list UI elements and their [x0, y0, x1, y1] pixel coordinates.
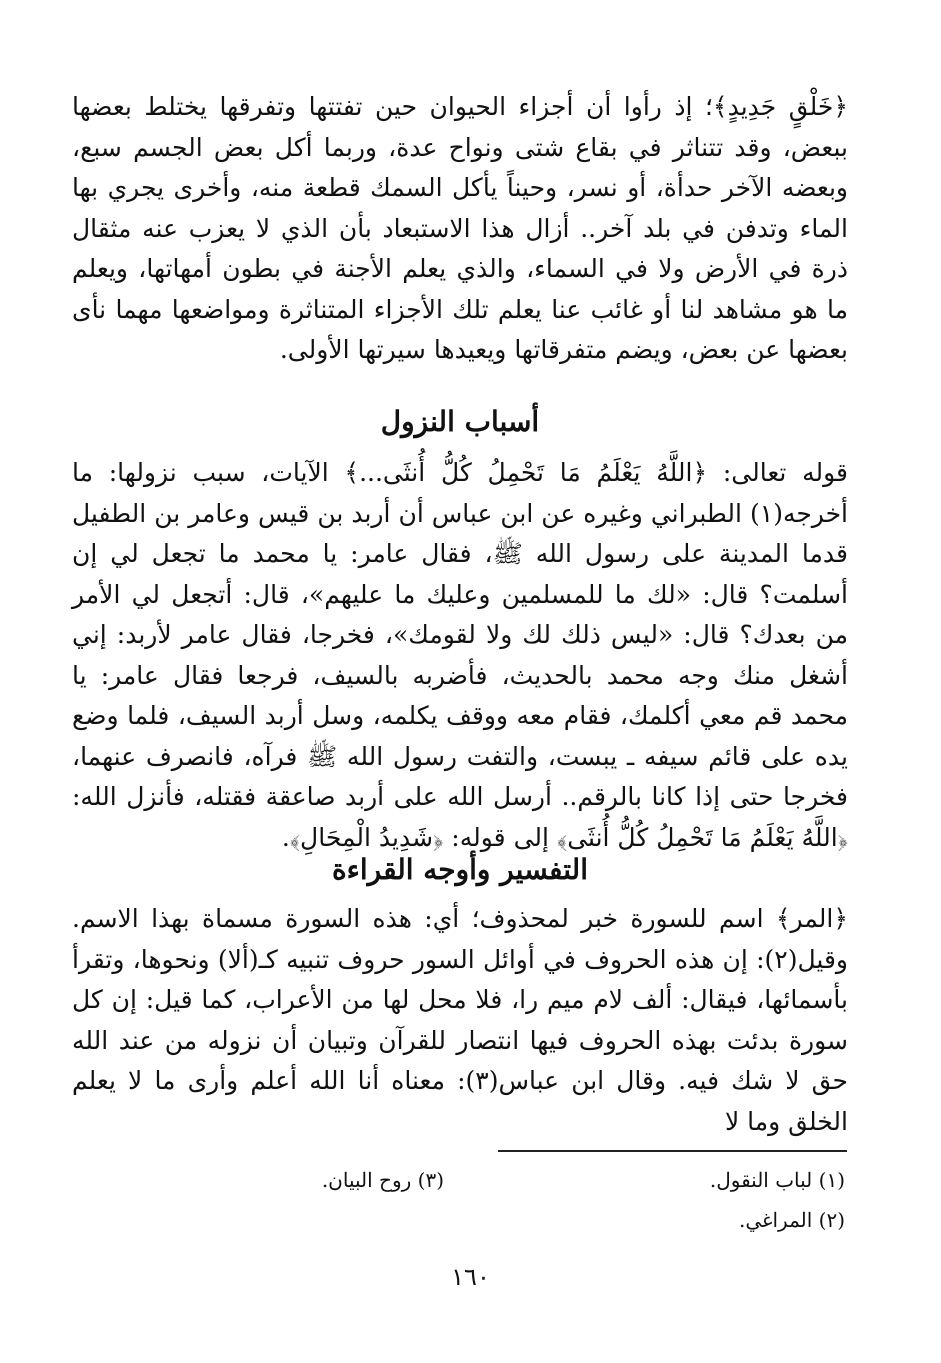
- heading-reasons-of-revelation: أسباب النزول: [380, 405, 540, 438]
- footnote-3: (٣) روح البيان.: [321, 1168, 444, 1192]
- paragraph-reasons: قوله تعالى: ﴿اللَّهُ يَعْلَمُ مَا تَحْمِلُ كُلُّ أُنثَى...﴾ الآيات، سبب نزولها: ما أخرجه(١) الطبراني وغيره عن ابن عباس أن أربد بن قيس وعامر بن الطفيل قدما المدينة على رسول الله ﷺ، فقال عامر: يا محمد ما تجعل لي إن أسلمت؟ قال: «لك ما للمسلمين وعليك ما عليهم»، قال: أتجعل لي الأمر من بعدك؟ قال: «ليس ذلك لك ولا لقومك»، فخرجا، فقال عامر لأربد: إني أشغل منك وجه محمد بالحديث، فأضربه بالسيف، فرجعا فقال عامر: يا محمد قم معي أكلمك، فقام معه ووقف يكلمه، وسل أربد السيف، فلما وضع يده على قائم سيفه ـ يبست، والتفت رسول الله ﷺ فرآه، فانصرف عنهما، فخرجا حتى إذا كانا بالرقم.. أرسل الله على أربد صاعقة فقتله، فأنزل الله: ﴿اللَّهُ يَعْلَمُ مَا تَحْمِلُ كُلُّ أُنثَى﴾ إلى قوله: ﴿شَدِيدُ الْمِحَالِ﴾.: [72, 458, 848, 852]
- footnote-1: (١) لباب النقول.: [709, 1168, 845, 1192]
- heading-interpretation: التفسير وأوجه القراءة: [332, 853, 588, 886]
- page-number: ١٦٠: [451, 1263, 490, 1291]
- footnote-divider: [498, 1150, 847, 1152]
- paragraph-intro: ﴿خَلْقٍ جَدِيدٍ﴾؛ إذ رأوا أن أجزاء الحيوان حين تفتتها وتفرقها يختلط بعضها ببعض، وقد تتناثر في بقاع شتى ونواح عدة، وربما أكل بعض الجسم سبع، وبعضه الآخر حدأة، أو نسر، وحيناً يأكل السمك قطعة منه، وأخرى يجري بها الماء وتدفن في بلد آخر.. أزال هذا الاستبعاد بأن الذي لا يعزب عنه مثقال ذرة في الأرض ولا في السماء، والذي يعلم الأجنة في بطون أمهاتها، ويعلم ما هو مشاهد لنا أو غائب عنا يعلم تلك الأجزاء المتناثرة ومواضعها مهما نأى بعضها عن بعض، ويضم متفرقاتها ويعيدها سيرتها الأولى.: [72, 92, 848, 364]
- paragraph-interpretation: ﴿المر﴾ اسم للسورة خبر لمحذوف؛ أي: هذه السورة مسماة بهذا الاسم. وقيل(٢): إن هذه الحروف في أوائل السور حروف تنبيه كـ(ألا) ونحوها، وتقرأ بأسمائها، فيقال: ألف لام ميم را، فلا محل لها من الأعراب، كما قيل: إن كل سورة بدئت بهذه الحروف فيها انتصار للقرآن وتبيان أن نزوله من عند الله حق لا شك فيه. وقال ابن عباس(٣): معناه أنا الله أعلم وأرى ما لا يعلم الخلق وما لا: [72, 904, 848, 1136]
- footnote-2: (٢) المراغي.: [738, 1208, 845, 1232]
